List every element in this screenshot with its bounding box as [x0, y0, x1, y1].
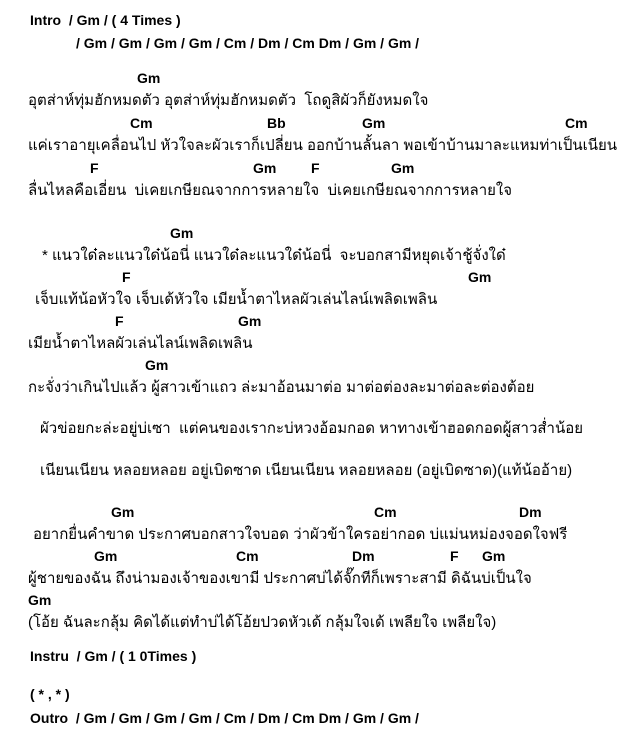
chord-label: Gm	[391, 160, 415, 176]
chord-label: Gm	[137, 70, 161, 86]
chord-row	[0, 592, 620, 610]
chord-label: Dm	[519, 504, 542, 520]
chord-row	[0, 313, 620, 331]
chord-label: Cm	[374, 504, 397, 520]
chord-label: Cm	[130, 115, 153, 131]
chord-row	[0, 504, 620, 522]
chord-label: Gm	[482, 548, 506, 564]
lyric-line: กะจั่งว่าเกินไปแล้ว ผู้สาวเข้าแถว ล่ะมาอ้อนมาต่อ มาต่อต่องละมาต่อละต่องต้อย	[28, 379, 535, 396]
chord-label: F	[115, 313, 124, 329]
lyric-line: เนียนเนียน หลอยหลอย อยู่เบิดซาด เนียนเนียน หลอยหลอย (อยู่เบิดซาด)(แท้น้ออ้าย)	[40, 462, 573, 479]
chord-label: Gm	[468, 269, 492, 285]
lyric-line: ผู้ชายของฉัน ถึงน่ามองเจ้าของเขามี ประกาศบ่ได้จั๊กทีก็เพราะสามี ดิฉันบ่เป็นใจ	[28, 570, 532, 587]
chord-label: Gm	[94, 548, 118, 564]
chord-row	[0, 70, 620, 88]
chord-row	[0, 357, 620, 375]
lyric-line: (โอ้ย ฉันละกลุ้ม คิดได้แต่ทำบ่ได้โอ้ยปวดหัวเด้ กลุ้มใจเด้ เพลียใจ เพลียใจ)	[28, 614, 497, 631]
section-heading: Outro / Gm / Gm / Gm / Gm / Cm / Dm / Cm Dm / Gm / Gm /	[30, 710, 419, 726]
chord-label: F	[90, 160, 99, 176]
chord-label: F	[311, 160, 320, 176]
section-heading: Instru / Gm / ( 1 0Times )	[30, 648, 197, 664]
chord-label: F	[450, 548, 459, 564]
lyric-line: อุตส่าห์ทุ่มฮักหมดตัว อุตส่าห์ทุ่มฮักหมดตัว โถดูสิผัวก็ยังหมดใจ	[28, 92, 429, 109]
lyric-line: เมียน้ำตาไหลผัวเล่นไลน์เพลิดเพลิน	[28, 335, 253, 352]
lyric-line: ลื่นไหลคือเอี่ยน บ่เคยเกษียณจากการหลายใจ บ่เคยเกษียณจากการหลายใจ	[28, 182, 513, 199]
chord-label: Gm	[238, 313, 262, 329]
chord-label: Cm	[565, 115, 588, 131]
chord-row	[0, 115, 620, 133]
chord-label: Gm	[362, 115, 386, 131]
chord-label: Gm	[145, 357, 169, 373]
chord-label: Gm	[28, 592, 52, 608]
chord-label: Dm	[352, 548, 375, 564]
chord-label: F	[122, 269, 131, 285]
lyric-line: * แนวใด๋ละแนวใด๋น้อนี่ แนวใด๋ละแนวใด๋น้อนี่ จะบอกสามีหยุดเจ้าชู้จั่งใด๋	[42, 247, 506, 264]
lyric-line: แค่เราอายุเคลื่อนไป หัวใจละผัวเราก็เปลี่ยน ออกบ้านลั้นลา พอเข้าบ้านมาละแหมท่าเป็นเนียน	[28, 137, 618, 154]
chord-row	[0, 160, 620, 178]
chord-label: Gm	[111, 504, 135, 520]
section-heading: Intro / Gm / ( 4 Times )	[30, 12, 181, 28]
lyric-line: ผัวข่อยกะล่ะอยู่บ่เซา แต่คนของเรากะบ่หวงอ้อมกอด หาทางเข้าฮอดกอดผู้สาวส่ำน้อย	[40, 420, 584, 437]
lyric-line: เจ็บแท้น้อหัวใจ เจ็บเด้หัวใจ เมียน้ำตาไหลผัวเล่นไลน์เพลิดเพลิน	[35, 291, 438, 308]
section-heading: / Gm / Gm / Gm / Gm / Cm / Dm / Cm Dm / Gm / Gm /	[76, 35, 420, 51]
lyric-line: อยากยื่นคำขาด ประกาศบอกสาวใจบอด ว่าผัวข้าใครอย่ากอด บ่แม่นหม่องจอดใจฟรี	[33, 526, 568, 543]
chord-label: Cm	[236, 548, 259, 564]
chord-row	[0, 269, 620, 287]
chord-label: Gm	[253, 160, 277, 176]
chord-row	[0, 548, 620, 566]
chord-label: Bb	[267, 115, 286, 131]
section-heading: ( * , * )	[30, 686, 70, 702]
chord-label: Gm	[170, 225, 194, 241]
chord-row	[0, 225, 620, 243]
